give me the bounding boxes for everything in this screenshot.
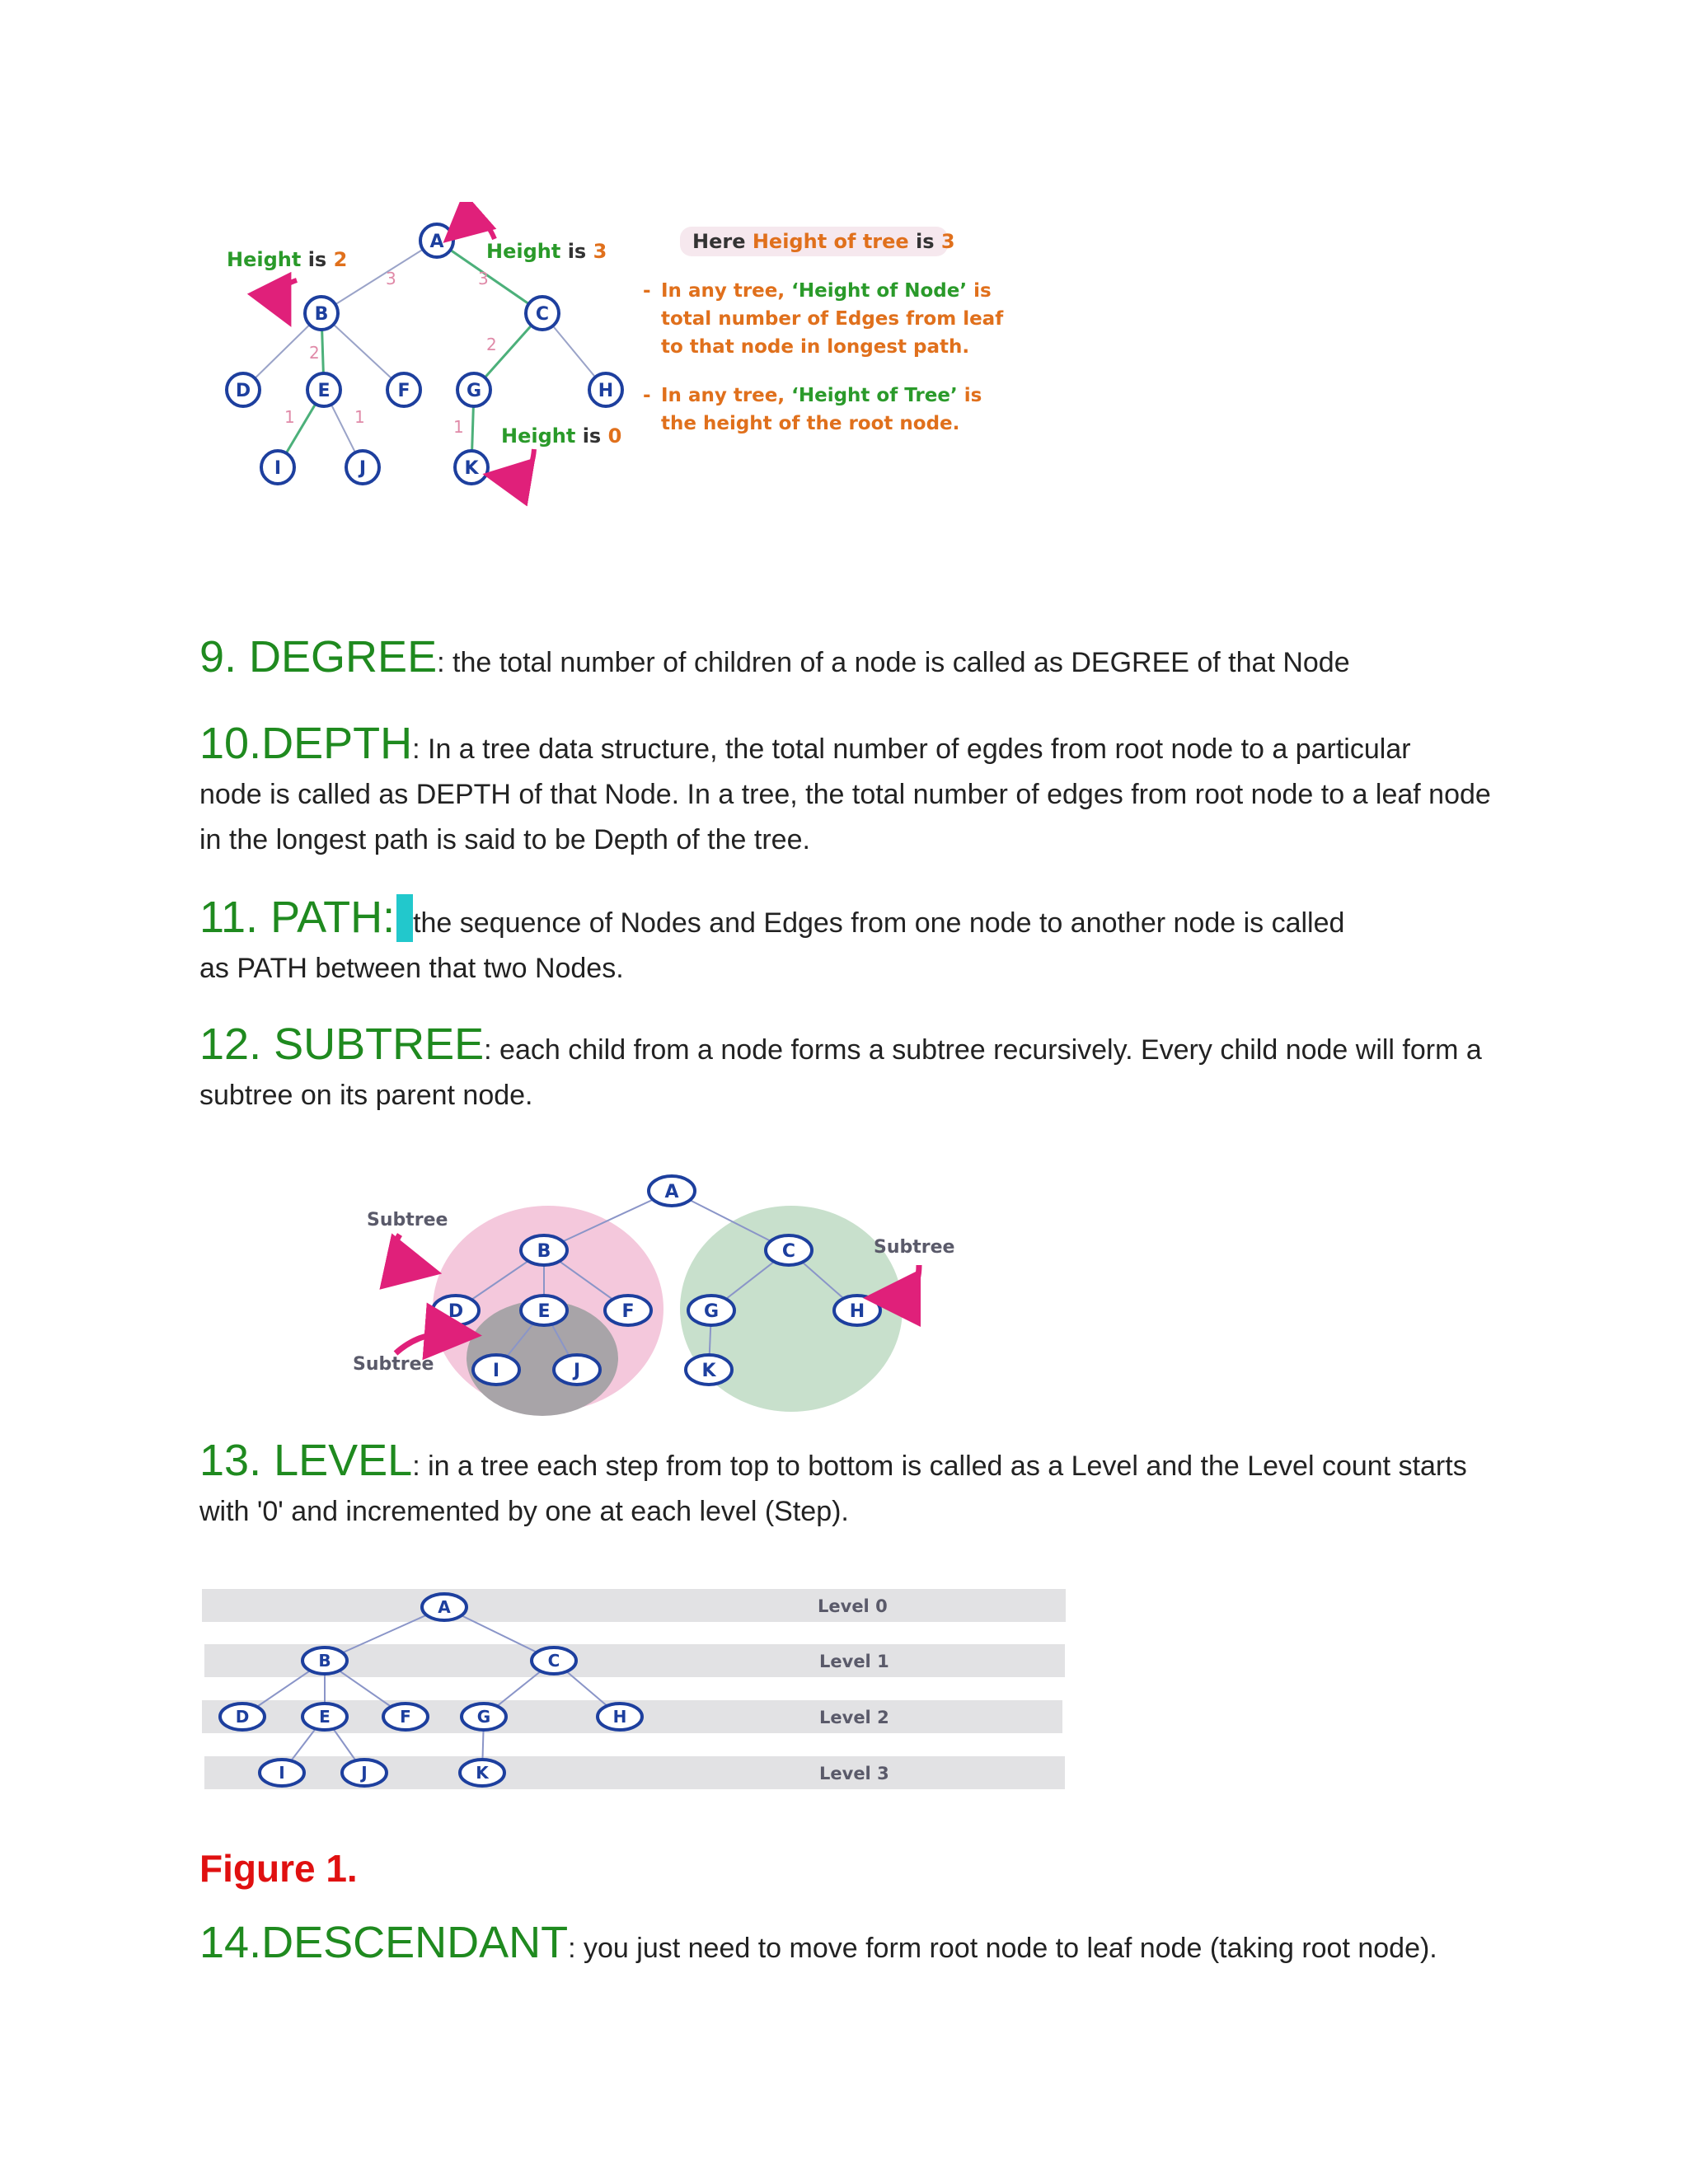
edge-label: 2 bbox=[486, 335, 497, 354]
height-label-bottom: Height is 0 bbox=[501, 424, 622, 448]
tree-node bbox=[462, 1704, 506, 1730]
tree-node bbox=[649, 1176, 695, 1206]
tree-node bbox=[589, 373, 622, 406]
edge-label: 3 bbox=[478, 269, 489, 288]
svg-text:A: A bbox=[429, 232, 444, 252]
tree-node bbox=[342, 1760, 387, 1786]
svg-text:H: H bbox=[612, 1707, 627, 1727]
tree-node bbox=[305, 297, 338, 330]
svg-text:J: J bbox=[573, 1361, 581, 1381]
svg-text:J: J bbox=[359, 458, 367, 479]
tree-node bbox=[554, 1355, 600, 1385]
curved-arrow-icon bbox=[462, 220, 495, 239]
bullet2-line1: In any tree, ‘Height of Tree’ is bbox=[661, 385, 982, 406]
edge-label: 1 bbox=[453, 417, 464, 437]
tree-node bbox=[526, 297, 559, 330]
bullet2-line2: the height of the root node. bbox=[661, 413, 960, 434]
height-figure-edge-labels bbox=[284, 269, 497, 437]
tree-node bbox=[227, 373, 260, 406]
tree-node bbox=[766, 1235, 812, 1265]
tree-node bbox=[460, 1760, 504, 1786]
note-bullets bbox=[643, 280, 1004, 434]
svg-text:D: D bbox=[448, 1301, 464, 1322]
svg-text:C: C bbox=[547, 1651, 560, 1671]
level-heading: 13. LEVEL bbox=[199, 1436, 413, 1485]
svg-text:G: G bbox=[466, 381, 482, 401]
depth-heading: 10.DEPTH bbox=[199, 719, 413, 768]
svg-text:B: B bbox=[537, 1241, 551, 1262]
height-label-left: Height is 2 bbox=[227, 248, 348, 271]
descendant-heading: 14.DESCENDANT bbox=[199, 1918, 569, 1967]
svg-text:B: B bbox=[318, 1651, 331, 1671]
bullet1-line3: to that node in longest path. bbox=[661, 336, 970, 358]
curved-arrow-icon bbox=[507, 449, 534, 479]
level-text-line2: with '0' and incremented by one at each level (Step). bbox=[199, 1496, 849, 1527]
section-depth: 10.DEPTH: In a tree data structure, the total number of egdes from root node to a particular node is called as DEPTH of that Node. In a tree, the total number of edges from root node to a leaf node in the longest path is said to be Depth of the tree. bbox=[199, 721, 1502, 863]
svg-text:-: - bbox=[643, 385, 651, 406]
level-label: Level 3 bbox=[819, 1764, 889, 1783]
tree-node bbox=[598, 1704, 642, 1730]
level-text-line1: in a tree each step from top to bottom is called as a Level and the Level count starts bbox=[428, 1451, 1467, 1482]
svg-text:F: F bbox=[400, 1707, 411, 1727]
svg-text:C: C bbox=[781, 1241, 796, 1262]
subtree-figure bbox=[338, 1162, 997, 1426]
tree-node bbox=[433, 1296, 479, 1325]
path-text-line2: as PATH between that two Nodes. bbox=[199, 953, 624, 984]
svg-text:E: E bbox=[319, 1707, 331, 1727]
path-text-line1: the sequence of Nodes and Edges from one node to another node is called bbox=[413, 907, 1345, 939]
edge-label: 1 bbox=[284, 407, 295, 427]
depth-text-line3: in the longest path is said to be Depth of the tree. bbox=[199, 824, 810, 855]
tree-node bbox=[521, 1296, 567, 1325]
svg-text:E: E bbox=[537, 1301, 551, 1322]
text-cursor[interactable] bbox=[396, 894, 413, 942]
svg-text:H: H bbox=[849, 1301, 865, 1322]
section-path bbox=[199, 894, 1502, 991]
svg-text:-: - bbox=[643, 280, 651, 302]
path-heading: 11. PATH: bbox=[199, 893, 396, 942]
svg-text:I: I bbox=[274, 458, 282, 479]
svg-text:A: A bbox=[438, 1597, 451, 1617]
degree-heading: 9. DEGREE bbox=[199, 632, 438, 682]
tree-node bbox=[834, 1296, 880, 1325]
svg-text:F: F bbox=[621, 1301, 635, 1322]
tree-node bbox=[422, 1594, 467, 1620]
tree-node bbox=[302, 1647, 347, 1674]
curved-arrow-icon bbox=[279, 280, 298, 305]
edge-label: 1 bbox=[354, 407, 365, 427]
level-labels bbox=[818, 1596, 889, 1783]
svg-text:J: J bbox=[361, 1763, 368, 1783]
depth-text-line2: node is called as DEPTH of that Node. In a tree, the total number of edges from root node to a leaf node bbox=[199, 779, 1491, 810]
level-label: Level 1 bbox=[819, 1652, 889, 1671]
svg-text:D: D bbox=[235, 381, 251, 401]
tree-node bbox=[457, 373, 490, 406]
section-descendant: 14.DESCENDANT: you just need to move form root node to leaf node (taking root node). bbox=[199, 1918, 1437, 1967]
tree-node bbox=[383, 1704, 428, 1730]
svg-text:B: B bbox=[314, 304, 329, 325]
figure-caption: Figure 1. bbox=[199, 1847, 358, 1890]
svg-text:G: G bbox=[476, 1707, 491, 1727]
tree-node bbox=[346, 451, 379, 484]
tree-node bbox=[302, 1704, 347, 1730]
bullet1-line1: In any tree, ‘Height of Node’ is bbox=[661, 280, 992, 302]
tree-node bbox=[307, 373, 340, 406]
subtree-text-line2: subtree on its parent node. bbox=[199, 1080, 533, 1111]
height-figure bbox=[206, 202, 1030, 515]
height-label-top: Height is 3 bbox=[486, 240, 607, 263]
edge-label: 2 bbox=[309, 343, 320, 363]
descendant-text: you just need to move form root node to leaf node (taking root node). bbox=[584, 1933, 1437, 1964]
tree-node bbox=[455, 451, 488, 484]
level-label: Level 0 bbox=[818, 1596, 888, 1616]
section-subtree: 12. SUBTREE: each child from a node forms a subtree recursively. Every child node will form a subtree on its parent node. bbox=[199, 1022, 1502, 1118]
level-band bbox=[202, 1589, 1066, 1622]
tree-node bbox=[686, 1355, 732, 1385]
svg-text:I: I bbox=[279, 1763, 285, 1783]
svg-text:I: I bbox=[492, 1361, 500, 1381]
edge-label: 3 bbox=[386, 269, 396, 288]
tree-node bbox=[473, 1355, 519, 1385]
subtree-label: Subtree bbox=[353, 1354, 434, 1375]
svg-text:G: G bbox=[703, 1301, 720, 1322]
tree-node bbox=[521, 1235, 567, 1265]
section-level: 13. LEVEL: in a tree each step from top to bottom is called as a Level and the Level count starts with '0' and incremented by one at each level (Step). bbox=[199, 1438, 1502, 1535]
svg-text:K: K bbox=[476, 1763, 489, 1783]
subtree-heading: 12. SUBTREE bbox=[199, 1019, 485, 1069]
svg-text:K: K bbox=[464, 458, 479, 479]
subtree-label: Subtree bbox=[367, 1210, 448, 1230]
svg-text:A: A bbox=[664, 1182, 679, 1202]
svg-text:H: H bbox=[598, 381, 614, 401]
section-degree: 9. DEGREE: the total number of children of a node is called as DEGREE of that Node bbox=[199, 632, 1350, 682]
tree-node bbox=[260, 1760, 304, 1786]
level-label: Level 2 bbox=[819, 1708, 889, 1727]
note-box-text: Here Height of tree is 3 bbox=[692, 230, 955, 253]
svg-text:K: K bbox=[701, 1361, 716, 1381]
svg-text:E: E bbox=[317, 381, 331, 401]
tree-node bbox=[532, 1647, 576, 1674]
bullet1-line2: total number of Edges from leaf bbox=[661, 308, 1004, 330]
tree-node bbox=[605, 1296, 651, 1325]
degree-text: the total number of children of a node is called as DEGREE of that Node bbox=[452, 647, 1350, 678]
tree-node bbox=[220, 1704, 265, 1730]
tree-node bbox=[420, 224, 453, 257]
tree-node bbox=[387, 373, 420, 406]
curved-arrow-icon bbox=[394, 1235, 414, 1268]
subtree-text-line1: each child from a node forms a subtree recursively. Every child node will form a bbox=[499, 1034, 1482, 1066]
level-bands bbox=[202, 1589, 1066, 1789]
svg-text:F: F bbox=[397, 381, 410, 401]
depth-text-line1: In a tree data structure, the total number of egdes from root node to a particular bbox=[428, 733, 1411, 765]
tree-node bbox=[688, 1296, 734, 1325]
subtree-label: Subtree bbox=[874, 1237, 955, 1258]
svg-text:C: C bbox=[535, 304, 550, 325]
svg-text:D: D bbox=[235, 1707, 250, 1727]
tree-node bbox=[261, 451, 294, 484]
level-figure bbox=[199, 1586, 1073, 1793]
level-band bbox=[204, 1756, 1065, 1789]
level-figure-edges bbox=[242, 1607, 620, 1773]
